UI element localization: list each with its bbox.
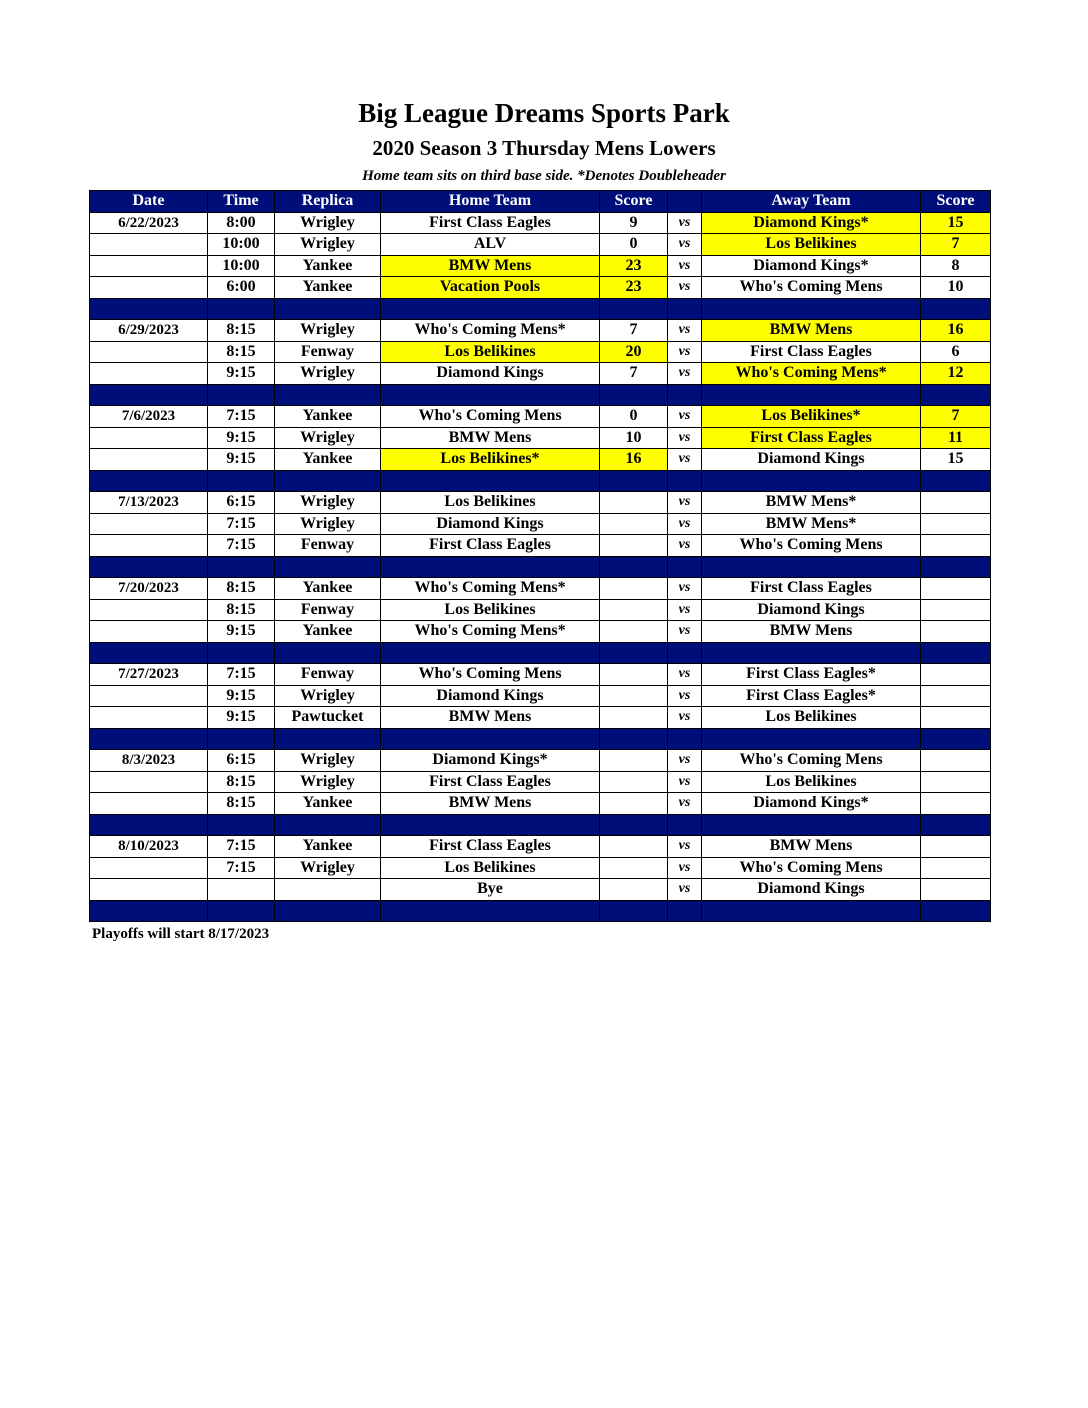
- game-row: [90, 793, 991, 815]
- home-team: Diamond Kings: [381, 685, 600, 707]
- away-score: [921, 664, 991, 686]
- vs-label: vs: [668, 750, 702, 772]
- away-team: First Class Eagles*: [702, 664, 921, 686]
- game-time: [208, 879, 275, 901]
- game-date-empty: [90, 363, 208, 385]
- game-field: [275, 879, 381, 901]
- game-date-empty: [90, 857, 208, 879]
- vs-label: vs: [668, 707, 702, 729]
- home-score: [600, 707, 668, 729]
- game-field: Wrigley: [275, 513, 381, 535]
- home-team: Los Belikines: [381, 599, 600, 621]
- away-score: [921, 492, 991, 514]
- game-field: Wrigley: [275, 492, 381, 514]
- home-score: [600, 621, 668, 643]
- away-score: 15: [921, 449, 991, 471]
- away-score: [921, 793, 991, 815]
- game-time: 8:15: [208, 578, 275, 600]
- game-date-empty: [90, 793, 208, 815]
- home-team: ALV: [381, 234, 600, 256]
- away-score: [921, 599, 991, 621]
- game-row: [90, 535, 991, 557]
- away-score: [921, 879, 991, 901]
- away-score: [921, 621, 991, 643]
- week-separator: [90, 900, 991, 922]
- game-date: 8/3/2023: [90, 750, 208, 772]
- game-time: 6:00: [208, 277, 275, 299]
- home-score: 10: [600, 427, 668, 449]
- home-team: Los Belikines*: [381, 449, 600, 471]
- vs-label: vs: [668, 535, 702, 557]
- vs-label: vs: [668, 621, 702, 643]
- home-score: [600, 492, 668, 514]
- home-team: Bye: [381, 879, 600, 901]
- game-date-empty: [90, 535, 208, 557]
- home-team: Who's Coming Mens*: [381, 320, 600, 342]
- game-time: 9:15: [208, 363, 275, 385]
- home-score: 23: [600, 277, 668, 299]
- game-field: Fenway: [275, 341, 381, 363]
- vs-label: vs: [668, 492, 702, 514]
- game-time: 9:15: [208, 427, 275, 449]
- away-team: BMW Mens*: [702, 513, 921, 535]
- game-time: 7:15: [208, 664, 275, 686]
- game-date-empty: [90, 621, 208, 643]
- home-team: Los Belikines: [381, 492, 600, 514]
- vs-label: vs: [668, 513, 702, 535]
- home-score: 0: [600, 234, 668, 256]
- vs-label: vs: [668, 599, 702, 621]
- game-time: 7:15: [208, 513, 275, 535]
- game-date-empty: [90, 707, 208, 729]
- away-score: 11: [921, 427, 991, 449]
- away-team: Los Belikines: [702, 707, 921, 729]
- away-score: [921, 578, 991, 600]
- away-score: [921, 707, 991, 729]
- home-team: BMW Mens: [381, 793, 600, 815]
- vs-label: vs: [668, 212, 702, 234]
- col-away-team: Away Team: [702, 191, 921, 213]
- vs-label: vs: [668, 685, 702, 707]
- game-row: [90, 212, 991, 234]
- home-score: [600, 599, 668, 621]
- game-date: 7/13/2023: [90, 492, 208, 514]
- game-time: 9:15: [208, 707, 275, 729]
- home-team: First Class Eagles: [381, 771, 600, 793]
- vs-label: vs: [668, 836, 702, 858]
- away-score: 16: [921, 320, 991, 342]
- away-score: 8: [921, 255, 991, 277]
- home-team: BMW Mens: [381, 427, 600, 449]
- home-team: Diamond Kings: [381, 363, 600, 385]
- home-score: 9: [600, 212, 668, 234]
- away-team: Who's Coming Mens: [702, 750, 921, 772]
- game-date-empty: [90, 771, 208, 793]
- home-score: [600, 750, 668, 772]
- game-row: [90, 406, 991, 428]
- home-score: 23: [600, 255, 668, 277]
- home-team: Diamond Kings*: [381, 750, 600, 772]
- col-home-team: Home Team: [381, 191, 600, 213]
- game-date: 7/6/2023: [90, 406, 208, 428]
- home-score: 7: [600, 363, 668, 385]
- vs-label: vs: [668, 406, 702, 428]
- schedule-body: [90, 212, 991, 922]
- game-field: Wrigley: [275, 212, 381, 234]
- away-team: First Class Eagles*: [702, 685, 921, 707]
- game-field: Fenway: [275, 664, 381, 686]
- week-separator: [90, 384, 991, 406]
- game-date-empty: [90, 879, 208, 901]
- vs-label: vs: [668, 793, 702, 815]
- game-field: Wrigley: [275, 320, 381, 342]
- away-score: [921, 685, 991, 707]
- away-team: Los Belikines*: [702, 406, 921, 428]
- home-team: Diamond Kings: [381, 513, 600, 535]
- home-team: Who's Coming Mens*: [381, 621, 600, 643]
- vs-label: vs: [668, 277, 702, 299]
- game-time: 7:15: [208, 857, 275, 879]
- away-score: [921, 750, 991, 772]
- vs-label: vs: [668, 879, 702, 901]
- game-row: [90, 599, 991, 621]
- game-field: Fenway: [275, 535, 381, 557]
- game-field: Wrigley: [275, 750, 381, 772]
- vs-label: vs: [668, 771, 702, 793]
- home-score: [600, 793, 668, 815]
- week-separator: [90, 642, 991, 664]
- game-row: [90, 234, 991, 256]
- game-date-empty: [90, 449, 208, 471]
- home-score: [600, 771, 668, 793]
- away-score: [921, 513, 991, 535]
- away-team: Who's Coming Mens: [702, 535, 921, 557]
- away-team: Diamond Kings: [702, 599, 921, 621]
- away-score: 7: [921, 234, 991, 256]
- away-score: 10: [921, 277, 991, 299]
- game-field: Wrigley: [275, 685, 381, 707]
- home-score: [600, 879, 668, 901]
- away-team: BMW Mens: [702, 836, 921, 858]
- game-field: Yankee: [275, 449, 381, 471]
- away-team: Who's Coming Mens: [702, 857, 921, 879]
- game-field: Yankee: [275, 793, 381, 815]
- game-field: Wrigley: [275, 857, 381, 879]
- game-field: Fenway: [275, 599, 381, 621]
- away-team: BMW Mens: [702, 320, 921, 342]
- week-separator: [90, 298, 991, 320]
- home-team: First Class Eagles: [381, 836, 600, 858]
- game-row: [90, 427, 991, 449]
- home-team: Los Belikines: [381, 341, 600, 363]
- game-date-empty: [90, 513, 208, 535]
- game-time: 7:15: [208, 535, 275, 557]
- game-field: Wrigley: [275, 234, 381, 256]
- vs-label: vs: [668, 363, 702, 385]
- game-time: 8:15: [208, 599, 275, 621]
- game-time: 7:15: [208, 406, 275, 428]
- game-date-empty: [90, 277, 208, 299]
- game-field: Wrigley: [275, 363, 381, 385]
- game-field: Yankee: [275, 255, 381, 277]
- col-away-score: Score: [921, 191, 991, 213]
- game-row: [90, 341, 991, 363]
- away-team: Diamond Kings: [702, 449, 921, 471]
- game-time: 9:15: [208, 621, 275, 643]
- game-row: [90, 685, 991, 707]
- game-time: 8:15: [208, 771, 275, 793]
- home-score: [600, 664, 668, 686]
- home-score: [600, 535, 668, 557]
- home-team: BMW Mens: [381, 255, 600, 277]
- away-score: 7: [921, 406, 991, 428]
- game-date-empty: [90, 255, 208, 277]
- away-score: [921, 857, 991, 879]
- game-row: [90, 513, 991, 535]
- home-team: Vacation Pools: [381, 277, 600, 299]
- game-time: 8:15: [208, 341, 275, 363]
- game-field: Yankee: [275, 277, 381, 299]
- game-time: 10:00: [208, 255, 275, 277]
- playoffs-note: Playoffs will start 8/17/2023: [92, 926, 270, 942]
- home-score: [600, 513, 668, 535]
- week-separator: [90, 470, 991, 492]
- home-team: First Class Eagles: [381, 212, 600, 234]
- away-team: Diamond Kings*: [702, 255, 921, 277]
- home-score: [600, 685, 668, 707]
- week-separator: [90, 556, 991, 578]
- game-time: 10:00: [208, 234, 275, 256]
- home-score: 0: [600, 406, 668, 428]
- vs-label: vs: [668, 427, 702, 449]
- page-title: Big League Dreams Sports Park: [358, 98, 730, 128]
- away-score: 6: [921, 341, 991, 363]
- game-row: [90, 492, 991, 514]
- game-date-empty: [90, 599, 208, 621]
- away-team: First Class Eagles: [702, 578, 921, 600]
- game-field: Yankee: [275, 578, 381, 600]
- vs-label: vs: [668, 341, 702, 363]
- game-date: 7/20/2023: [90, 578, 208, 600]
- away-team: Diamond Kings: [702, 879, 921, 901]
- home-team: BMW Mens: [381, 707, 600, 729]
- home-team: Who's Coming Mens*: [381, 578, 600, 600]
- game-row: [90, 621, 991, 643]
- home-score: [600, 857, 668, 879]
- game-row: [90, 277, 991, 299]
- game-field: Yankee: [275, 836, 381, 858]
- away-team: BMW Mens*: [702, 492, 921, 514]
- week-separator: [90, 814, 991, 836]
- game-time: 6:15: [208, 750, 275, 772]
- doubleheader-note: Home team sits on third base side. *Denotes Doubleheader: [362, 168, 726, 184]
- game-row: [90, 449, 991, 471]
- home-team: First Class Eagles: [381, 535, 600, 557]
- away-score: [921, 771, 991, 793]
- game-row: [90, 664, 991, 686]
- home-team: Who's Coming Mens: [381, 664, 600, 686]
- game-time: 7:15: [208, 836, 275, 858]
- game-row: [90, 578, 991, 600]
- vs-label: vs: [668, 255, 702, 277]
- schedule-table: [89, 190, 991, 922]
- vs-label: vs: [668, 320, 702, 342]
- away-team: Who's Coming Mens*: [702, 363, 921, 385]
- game-time: 9:15: [208, 685, 275, 707]
- away-team: First Class Eagles: [702, 427, 921, 449]
- vs-label: vs: [668, 449, 702, 471]
- away-team: Los Belikines: [702, 234, 921, 256]
- col-vs: [668, 191, 702, 213]
- game-row: [90, 707, 991, 729]
- game-date-empty: [90, 685, 208, 707]
- away-score: [921, 836, 991, 858]
- home-score: 7: [600, 320, 668, 342]
- col-time: Time: [208, 191, 275, 213]
- col-home-score: Score: [600, 191, 668, 213]
- away-score: 12: [921, 363, 991, 385]
- home-score: 20: [600, 341, 668, 363]
- game-field: Wrigley: [275, 427, 381, 449]
- col-date: Date: [90, 191, 208, 213]
- game-date: 8/10/2023: [90, 836, 208, 858]
- game-time: 8:15: [208, 320, 275, 342]
- game-field: Pawtucket: [275, 707, 381, 729]
- game-row: [90, 857, 991, 879]
- away-team: Who's Coming Mens: [702, 277, 921, 299]
- game-date-empty: [90, 427, 208, 449]
- home-score: 16: [600, 449, 668, 471]
- game-time: 9:15: [208, 449, 275, 471]
- vs-label: vs: [668, 578, 702, 600]
- col-replica: Replica: [275, 191, 381, 213]
- game-date-empty: [90, 341, 208, 363]
- vs-label: vs: [668, 664, 702, 686]
- game-row: [90, 836, 991, 858]
- page-subtitle: 2020 Season 3 Thursday Mens Lowers: [372, 136, 716, 160]
- game-time: 6:15: [208, 492, 275, 514]
- game-field: Yankee: [275, 621, 381, 643]
- game-row: [90, 771, 991, 793]
- vs-label: vs: [668, 857, 702, 879]
- week-separator: [90, 728, 991, 750]
- vs-label: vs: [668, 234, 702, 256]
- game-field: Yankee: [275, 406, 381, 428]
- game-date: 6/22/2023: [90, 212, 208, 234]
- game-row: [90, 320, 991, 342]
- home-team: Who's Coming Mens: [381, 406, 600, 428]
- game-row: [90, 750, 991, 772]
- home-team: Los Belikines: [381, 857, 600, 879]
- away-team: Diamond Kings*: [702, 793, 921, 815]
- game-row: [90, 879, 991, 901]
- away-team: Los Belikines: [702, 771, 921, 793]
- header-row: [90, 191, 991, 213]
- away-team: First Class Eagles: [702, 341, 921, 363]
- game-date: 6/29/2023: [90, 320, 208, 342]
- away-team: BMW Mens: [702, 621, 921, 643]
- away-score: 15: [921, 212, 991, 234]
- game-date: 7/27/2023: [90, 664, 208, 686]
- game-time: 8:00: [208, 212, 275, 234]
- home-score: [600, 578, 668, 600]
- home-score: [600, 836, 668, 858]
- away-team: Diamond Kings*: [702, 212, 921, 234]
- away-score: [921, 535, 991, 557]
- game-date-empty: [90, 234, 208, 256]
- game-field: Wrigley: [275, 771, 381, 793]
- game-row: [90, 255, 991, 277]
- game-row: [90, 363, 991, 385]
- game-time: 8:15: [208, 793, 275, 815]
